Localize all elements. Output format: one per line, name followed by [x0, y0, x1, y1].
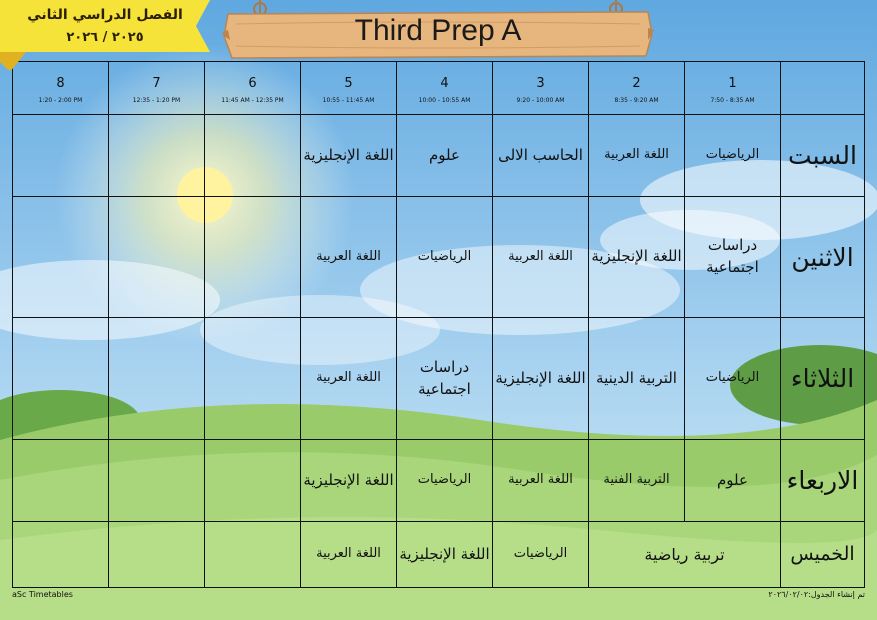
empty-cell [205, 439, 301, 521]
lesson-cell: الرياضيات [685, 115, 781, 197]
footer-created-date: تم إنشاء الجدول:٢٠٢٦/٠٢/٠٢ [768, 590, 865, 599]
lesson-cell: الحاسب الالى [493, 115, 589, 197]
period-time: 11:45 AM - 12:35 PM [221, 97, 284, 104]
lesson-cell: الرياضيات [397, 196, 493, 318]
lesson-cell: اللغة العربية [493, 439, 589, 521]
timetable [12, 61, 865, 588]
lesson-cell-double: تربية رياضية [589, 521, 781, 587]
lesson-cell: الرياضيات [493, 521, 589, 587]
period-time: 10:00 - 10:55 AM [418, 97, 471, 104]
empty-cell [205, 521, 301, 587]
corner-cell [781, 62, 865, 115]
empty-cell [13, 521, 109, 587]
lesson-cell: التربية الدينية [589, 318, 685, 440]
period-header [685, 62, 781, 115]
lesson-cell: علوم [397, 115, 493, 197]
day-label: السبت [781, 115, 865, 197]
lesson-cell: اللغة العربية [493, 196, 589, 318]
lesson-cell: اللغة الإنجليزية [589, 196, 685, 318]
day-label: الاربعاء [781, 439, 865, 521]
lesson-cell: اللغة الإنجليزية [301, 439, 397, 521]
period-time: 8:35 - 9:20 AM [614, 97, 659, 104]
day-label: الثلاثاء [781, 318, 865, 440]
empty-cell [109, 115, 205, 197]
empty-cell [109, 318, 205, 440]
lesson-cell: اللغة الإنجليزية [301, 115, 397, 197]
day-row-monday [13, 196, 865, 318]
empty-cell [205, 318, 301, 440]
semester-banner [0, 0, 210, 70]
lesson-cell: التربية الفنية [589, 439, 685, 521]
period-time: 1:20 - 2:00 PM [38, 97, 83, 104]
period-number: 2 [632, 76, 641, 91]
period-number: 5 [344, 76, 353, 91]
empty-cell [13, 196, 109, 318]
period-number: 3 [536, 76, 545, 91]
footer-credit: aSc Timetables [12, 590, 73, 599]
day-row-wednesday [13, 439, 865, 521]
period-time: 10:55 - 11:45 AM [322, 97, 375, 104]
period-number: 4 [440, 76, 449, 91]
period-number: 8 [56, 76, 65, 91]
period-number: 6 [248, 76, 257, 91]
lesson-cell: علوم [685, 439, 781, 521]
lesson-cell: اللغة العربية [301, 196, 397, 318]
day-row-saturday [13, 115, 865, 197]
day-label: الخميس [781, 521, 865, 587]
empty-cell [205, 115, 301, 197]
period-time: 12:35 - 1:20 PM [132, 97, 181, 104]
empty-cell [13, 115, 109, 197]
period-time: 7:50 - 8:35 AM [710, 97, 755, 104]
period-number: 7 [152, 76, 161, 91]
day-label: الاثنين [781, 196, 865, 318]
class-sign [222, 0, 654, 70]
semester-label: الفصل الدراسي الثاني [27, 7, 183, 23]
empty-cell [13, 439, 109, 521]
academic-year: ٢٠٢٥ / ٢٠٢٦ [66, 30, 144, 45]
lesson-cell: اللغة الإنجليزية [493, 318, 589, 440]
period-time: 9:20 - 10:00 AM [516, 97, 565, 104]
lesson-cell: اللغة الإنجليزية [397, 521, 493, 587]
lesson-cell: دراسات اجتماعية [397, 318, 493, 440]
lesson-cell: اللغة العربية [301, 318, 397, 440]
lesson-cell: الرياضيات [397, 439, 493, 521]
lesson-cell: اللغة العربية [301, 521, 397, 587]
lesson-cell: اللغة العربية [589, 115, 685, 197]
lesson-cell: الرياضيات [685, 318, 781, 440]
empty-cell [109, 439, 205, 521]
day-row-thursday [13, 521, 865, 587]
empty-cell [109, 521, 205, 587]
empty-cell [13, 318, 109, 440]
lesson-cell: دراسات اجتماعية [685, 196, 781, 318]
empty-cell [109, 196, 205, 318]
empty-cell [205, 196, 301, 318]
day-row-tuesday [13, 318, 865, 440]
class-title: Third Prep A [354, 14, 522, 47]
period-number: 1 [728, 76, 737, 91]
